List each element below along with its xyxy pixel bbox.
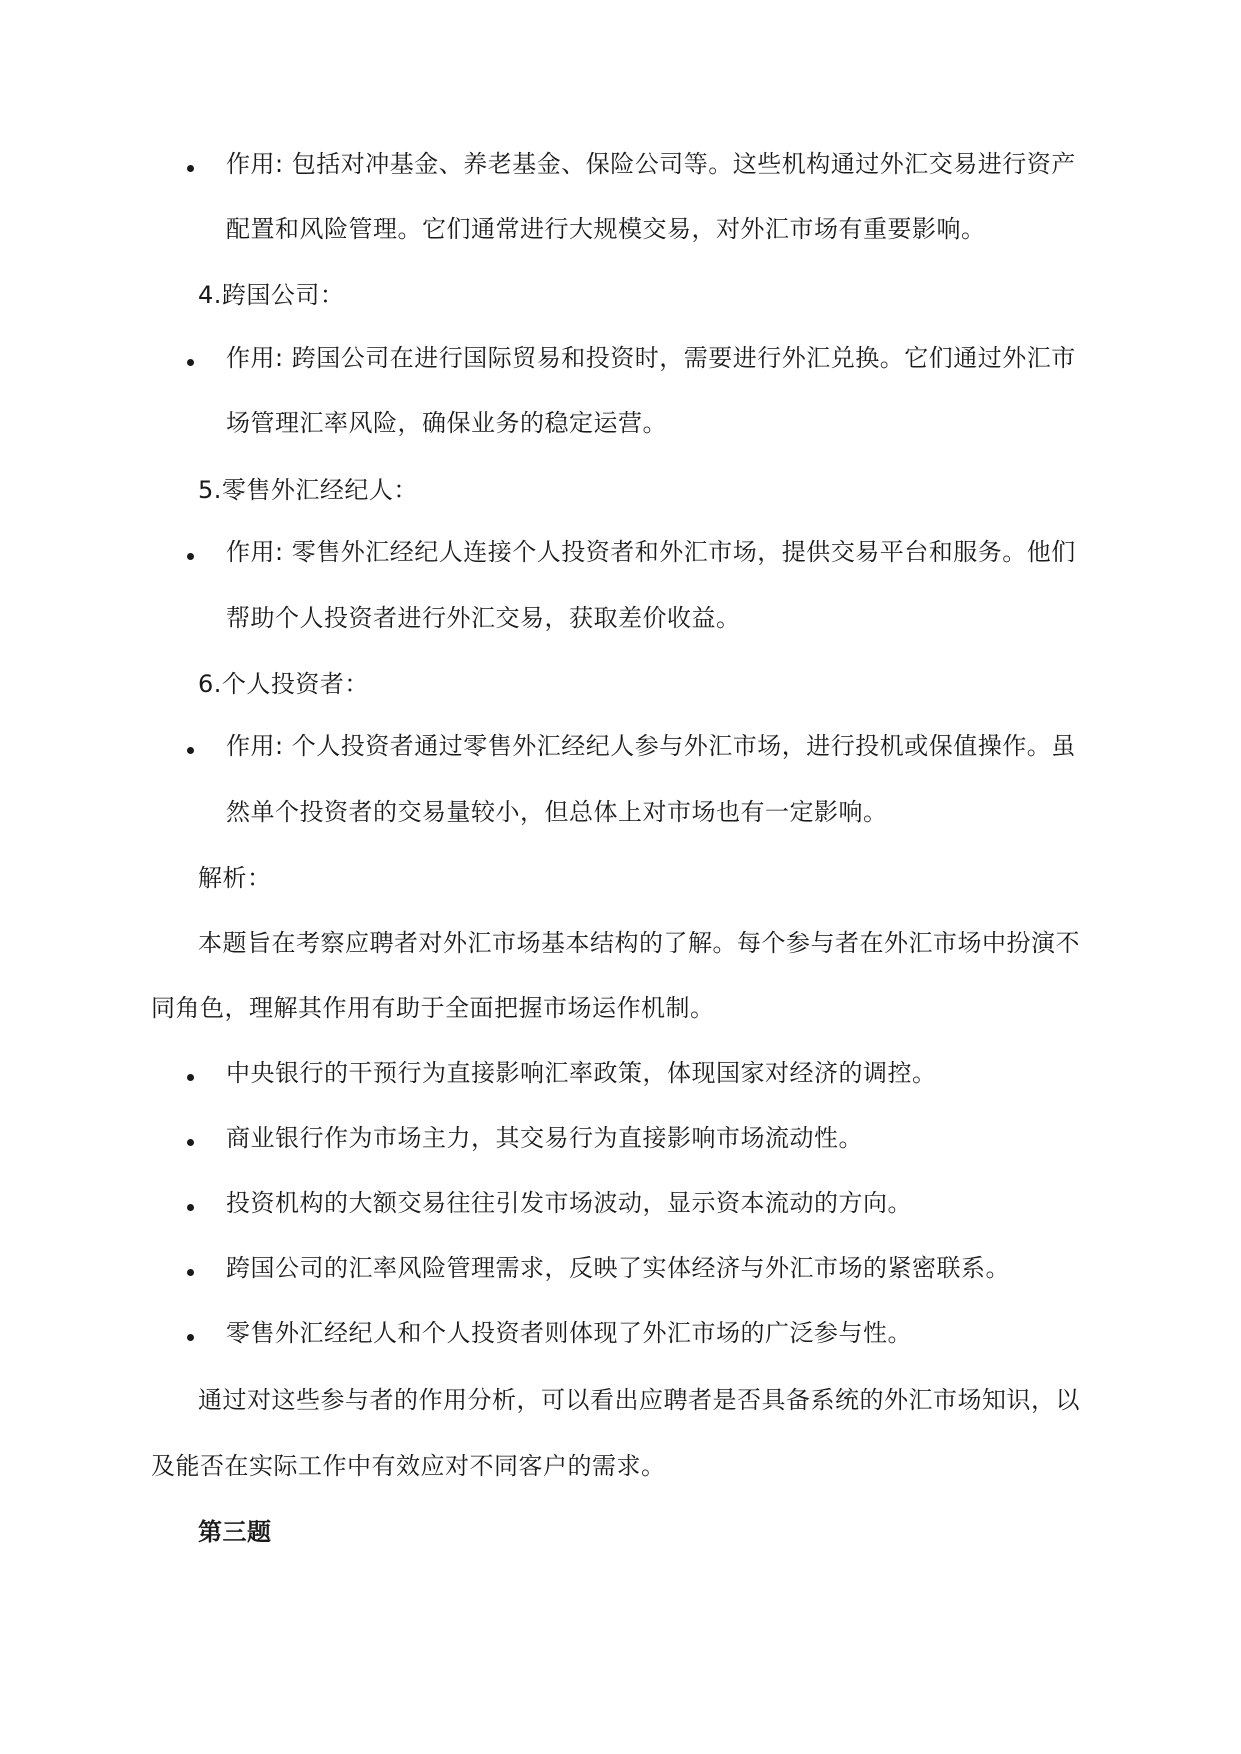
section-title: 第三题 <box>198 1518 272 1546</box>
bullet-icon <box>187 553 194 560</box>
conclusion-line-2: 及能否在实际工作中有效应对不同客户的需求。 <box>151 1452 666 1480</box>
retail-role-line-1: 作用: 零售外汇经纪人连接个人投资者和外汇市场，提供交易平台和服务。他们 <box>226 538 1076 566</box>
bullet-icon <box>187 359 194 366</box>
analysis-paragraph-line-1: 本题旨在考察应聘者对外汇市场基本结构的了解。每个参与者在外汇市场中扮演不 <box>198 929 1080 957</box>
conclusion-line-1: 通过对这些参与者的作用分析，可以看出应聘者是否具备系统的外汇市场知识，以 <box>198 1386 1080 1414</box>
institutions-role-line-1: 作用: 包括对冲基金、养老基金、保险公司等。这些机构通过外汇交易进行资产 <box>226 150 1076 178</box>
retail-role-line-2: 帮助个人投资者进行外汇交易，获取差价收益。 <box>226 604 741 632</box>
multinational-role-line-2: 场管理汇率风险，确保业务的稳定运营。 <box>226 409 667 437</box>
analysis-label: 解析： <box>198 864 272 892</box>
heading-individual-investor: 6.个人投资者： <box>198 670 369 698</box>
analysis-point: 商业银行作为市场主力，其交易行为直接影响市场流动性。 <box>226 1124 863 1152</box>
bullet-icon <box>187 165 194 172</box>
analysis-point: 跨国公司的汇率风险管理需求，反映了实体经济与外汇市场的紧密联系。 <box>226 1254 1010 1282</box>
analysis-point: 中央银行的干预行为直接影响汇率政策，体现国家对经济的调控。 <box>226 1059 937 1087</box>
heading-multinational: 4.跨国公司： <box>198 281 345 309</box>
bullet-icon <box>187 1269 194 1276</box>
multinational-role-line-1: 作用: 跨国公司在进行国际贸易和投资时，需要进行外汇兑换。它们通过外汇市 <box>226 344 1076 372</box>
bullet-icon <box>187 1139 194 1146</box>
analysis-paragraph-line-2: 同角色，理解其作用有助于全面把握市场运作机制。 <box>151 994 715 1022</box>
heading-retail-broker: 5.零售外汇经纪人： <box>198 476 418 504</box>
individual-role-line-1: 作用: 个人投资者通过零售外汇经纪人参与外汇市场，进行投机或保值操作。虽 <box>226 732 1076 760</box>
bullet-icon <box>187 1074 194 1081</box>
analysis-point: 投资机构的大额交易往往引发市场波动，显示资本流动的方向。 <box>226 1189 912 1217</box>
institutions-role-line-2: 配置和风险管理。它们通常进行大规模交易，对外汇市场有重要影响。 <box>226 215 986 243</box>
bullet-icon <box>187 1334 194 1341</box>
bullet-icon <box>187 747 194 754</box>
bullet-icon <box>187 1204 194 1211</box>
individual-role-line-2: 然单个投资者的交易量较小，但总体上对市场也有一定影响。 <box>226 798 888 826</box>
analysis-point: 零售外汇经纪人和个人投资者则体现了外汇市场的广泛参与性。 <box>226 1319 912 1347</box>
